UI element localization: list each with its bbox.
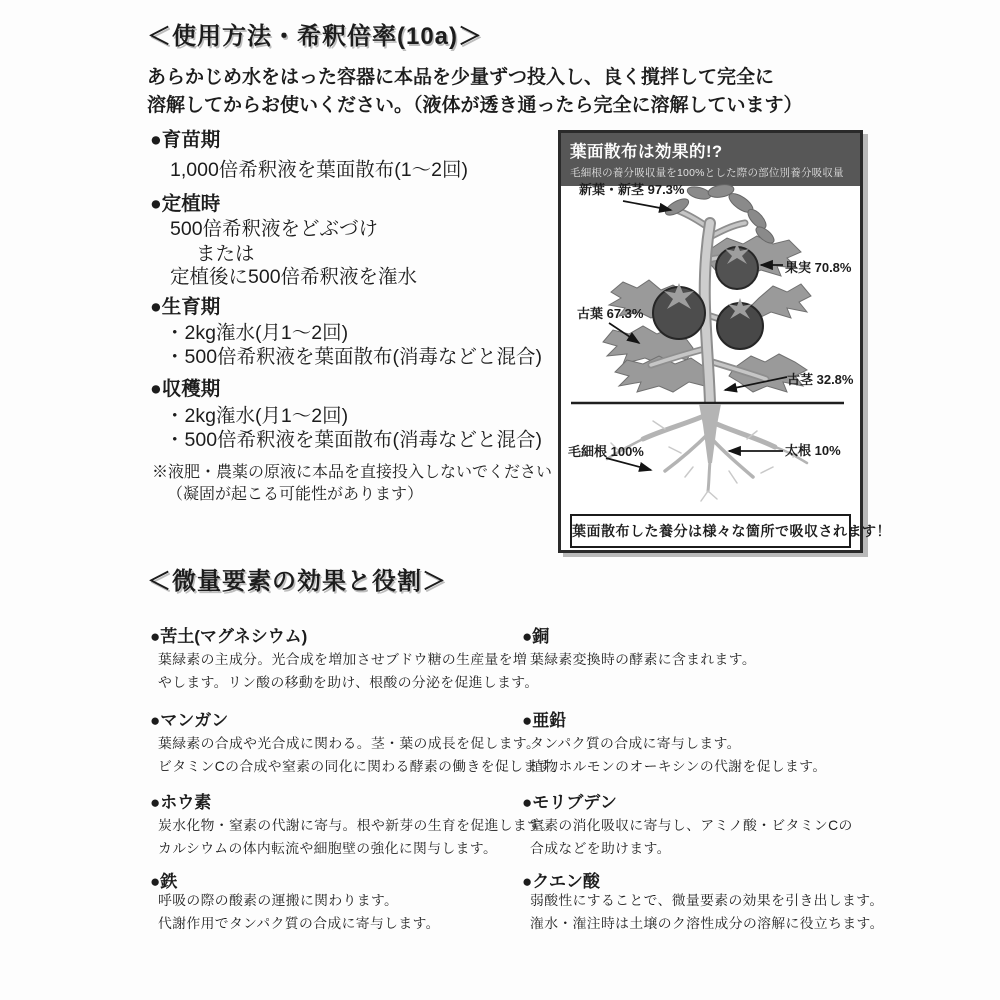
element-name-copper: ●銅 — [522, 627, 550, 646]
period-line: または — [196, 243, 255, 265]
element-name-manganese: ●マンガン — [150, 711, 229, 730]
period-label-harvest: ●収穫期 — [150, 378, 221, 400]
element-desc: 呼吸の際の酸素の運搬に関わります。 — [158, 893, 399, 908]
element-desc: ビタミンCの合成や窒素の同化に関わる酵素の働きを促します。 — [158, 759, 565, 774]
figure-title: 葉面散布は効果的!? — [570, 143, 723, 161]
usage-note-line1: ※液肥・農薬の原液に本品を直接投入しないでください — [152, 464, 553, 481]
intro-line2: 溶解してからお使いください。（液体が透き通ったら完全に溶解しています） — [147, 95, 803, 116]
label-new-growth: 新葉・新茎 97.3% — [579, 182, 685, 197]
period-line: 定植後に500倍希釈液を潅水 — [170, 266, 418, 288]
usage-note-line2: （凝固が起こる可能性があります） — [167, 486, 424, 503]
period-label-growing: ●生育期 — [150, 296, 221, 318]
label-thick-root: 太根 10% — [785, 443, 841, 458]
label-capillary-root: 毛細根 100% — [568, 444, 644, 459]
element-desc: 葉緑素変換時の酵素に含まれます。 — [530, 652, 757, 667]
label-old-stem: 古茎 32.8% — [787, 372, 854, 387]
element-name-iron: ●鉄 — [150, 872, 178, 891]
label-old-leaf: 古葉 67.3% — [577, 306, 644, 321]
label-fruit: 果実 70.8% — [785, 260, 852, 275]
element-name-boron: ●ホウ素 — [150, 793, 212, 812]
element-desc: 代謝作用でタンパク質の合成に寄与します。 — [158, 916, 440, 931]
element-desc: 潅水・潅注時は土壌のク溶性成分の溶解に役立ちます。 — [530, 916, 884, 931]
element-desc: 窒素の消化吸収に寄与し、アミノ酸・ビタミンCの — [530, 818, 853, 833]
element-desc: 葉緑素の主成分。光合成を増加させブドウ糖の生産量を増 — [158, 652, 528, 667]
period-line: 500倍希釈液をどぶづけ — [170, 218, 379, 240]
section1-title: ＜使用方法・希釈倍率(10a)＞ — [147, 23, 484, 50]
element-desc: 葉緑素の合成や光合成に関わる。茎・葉の成長を促します。 — [158, 736, 541, 751]
period-line: 1,000倍希釈液を葉面散布(1〜2回) — [170, 159, 468, 181]
element-desc: カルシウムの体内転流や細胞壁の強化に関与します。 — [158, 841, 498, 856]
figure-subtitle: 毛細根の養分吸収量を100%とした際の部位別養分吸収量 — [570, 167, 844, 179]
period-line: ・2kg潅水(月1〜2回) — [165, 405, 349, 427]
element-name-molybdenum: ●モリブデン — [522, 793, 617, 812]
element-desc: 植物ホルモンのオーキシンの代謝を促します。 — [530, 759, 827, 774]
period-label-seedling: ●育苗期 — [150, 129, 221, 151]
intro-text — [147, 64, 803, 120]
period-line: ・500倍希釈液を葉面散布(消毒などと混合) — [165, 429, 543, 451]
element-desc: 弱酸性にすることで、微量要素の効果を引き出します。 — [530, 893, 884, 908]
element-desc: やします。リン酸の移動を助け、根酸の分泌を促進します。 — [158, 675, 539, 690]
period-label-planting: ●定植時 — [150, 193, 221, 215]
element-desc: 合成などを助けます。 — [530, 841, 671, 856]
element-desc: 炭水化物・窒素の代謝に寄与。根や新芽の生育を促進します。 — [158, 818, 555, 833]
element-name-magnesium: ●苦土(マグネシウム) — [150, 627, 308, 646]
foliar-spray-figure-panel — [558, 130, 891, 553]
period-line: ・2kg潅水(月1〜2回) — [165, 322, 349, 344]
element-name-citric-acid: ●クエン酸 — [522, 872, 600, 891]
figure-caption: 葉面散布した養分は様々な箇所で吸収されます！ — [570, 514, 851, 548]
section2-title: ＜微量要素の効果と役割＞ — [147, 568, 447, 595]
element-name-zinc: ●亜鉛 — [522, 711, 567, 730]
period-line: ・500倍希釈液を葉面散布(消毒などと混合) — [165, 346, 543, 368]
element-desc: タンパク質の合成に寄与します。 — [530, 736, 741, 751]
intro-line1: あらかじめ水をはった容器に本品を少量ずつ投入し、良く撹拌して完全に — [147, 67, 775, 88]
